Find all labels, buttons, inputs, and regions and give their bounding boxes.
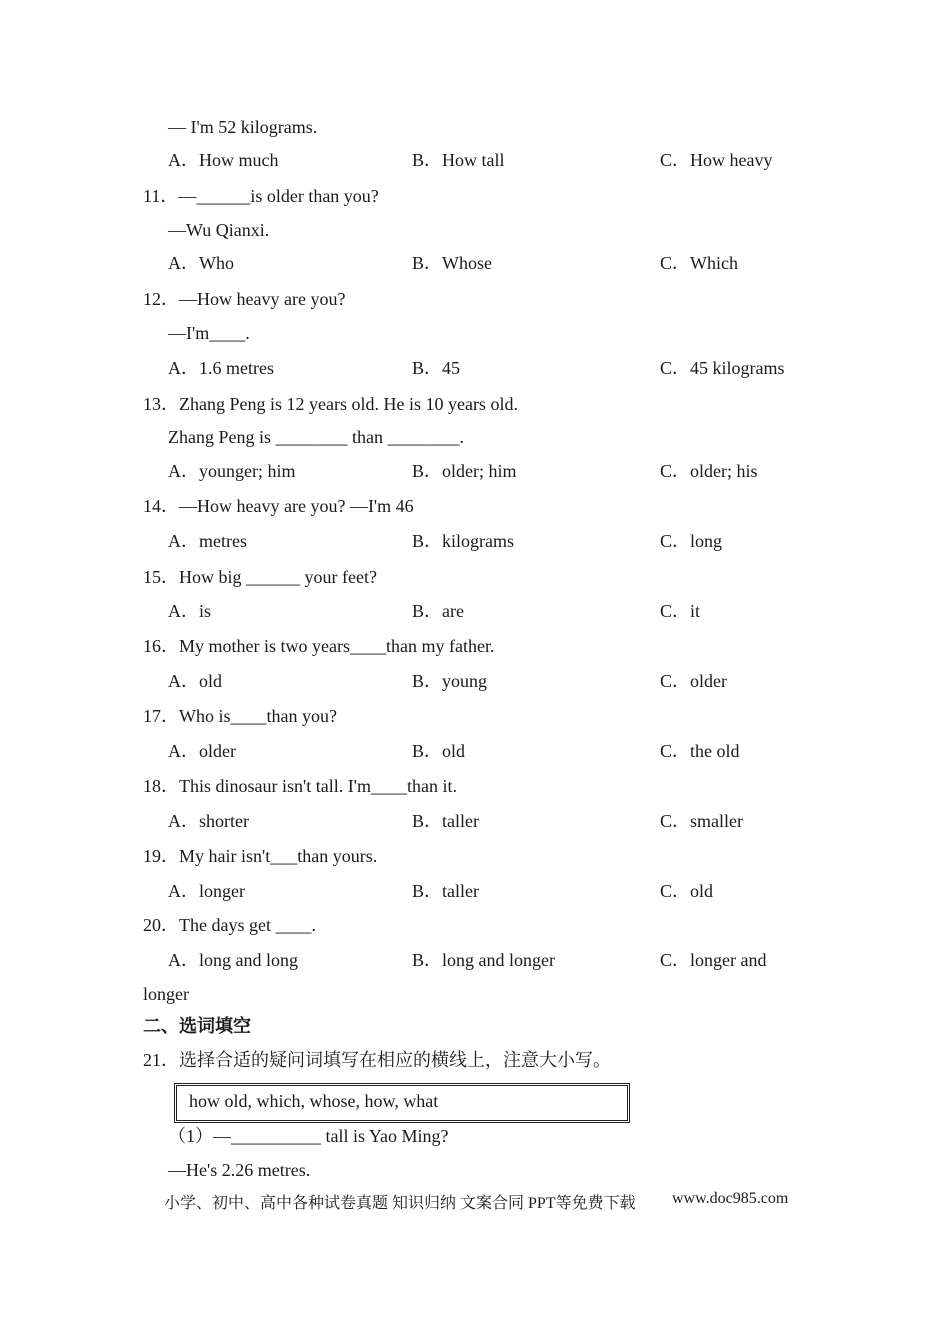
- q21-sub1: （1）—__________ tall is Yao Ming?: [168, 1126, 449, 1146]
- q11-option-c: C．Which: [660, 253, 738, 273]
- q19-option-c: C．old: [660, 881, 714, 901]
- q12-option-b: B．45: [412, 358, 461, 378]
- q12-option-c: C．45 kilograms: [660, 358, 785, 378]
- q11-option-b: B．Whose: [412, 253, 492, 273]
- q14-stem: 14．—How heavy are you? —I'm 46: [143, 496, 414, 516]
- q11-option-a: A．Who: [168, 253, 234, 273]
- section-title: 二、选词填空: [143, 1016, 251, 1037]
- q13-sub-sentence: Zhang Peng is ________ than ________.: [168, 427, 464, 447]
- q18-option-a: A．shorter: [168, 811, 249, 831]
- q18-stem: 18．This dinosaur isn't tall. I'm____than it.: [143, 776, 457, 796]
- q18-option-c: C．smaller: [660, 811, 743, 831]
- q13-option-b: B．older; him: [412, 461, 517, 481]
- q16-option-c: C．older: [660, 671, 727, 691]
- q12-stem: 12．—How heavy are you?: [143, 289, 346, 309]
- q10-option-c: C．How heavy: [660, 150, 773, 170]
- q17-option-a: A．older: [168, 741, 236, 761]
- q14-option-b: B．kilograms: [412, 531, 514, 551]
- q15-stem: 15．How big ______ your feet?: [143, 567, 377, 587]
- q13-stem: 13．Zhang Peng is 12 years old. He is 10 years old.: [143, 394, 518, 414]
- q18-option-b: B．taller: [412, 811, 479, 831]
- q19-option-a: A．longer: [168, 881, 245, 901]
- q16-option-a: A．old: [168, 671, 222, 691]
- q10-option-b: B．How tall: [412, 150, 505, 170]
- q12-option-a: A．1.6 metres: [168, 358, 274, 378]
- q20-option-c: C．longer and: [660, 950, 767, 970]
- footer-url[interactable]: www.doc985.com: [672, 1190, 789, 1207]
- q20-stem: 20．The days get ____.: [143, 915, 316, 935]
- q12-answer-line: —I'm____.: [168, 323, 250, 343]
- q15-option-b: B．are: [412, 601, 464, 621]
- q17-stem: 17．Who is____than you?: [143, 706, 337, 726]
- q13-option-c: C．older; his: [660, 461, 758, 481]
- q15-option-a: A．is: [168, 601, 212, 621]
- q20-option-a: A．long and long: [168, 950, 298, 970]
- footer-text: 小学、初中、高中各种试卷真题 知识归纳 文案合同 PPT等免费下载: [164, 1195, 636, 1212]
- q19-option-b: B．taller: [412, 881, 479, 901]
- word-box: [174, 1083, 630, 1123]
- q14-option-c: C．long: [660, 531, 723, 551]
- q17-option-c: C．the old: [660, 741, 740, 761]
- q13-option-a: A．younger; him: [168, 461, 296, 481]
- q11-stem: 11．—______is older than you?: [143, 186, 379, 206]
- q21-stem: 21．选择合适的疑问词填写在相应的横线上，注意大小写。: [143, 1050, 611, 1070]
- q19-stem: 19．My hair isn't___than yours.: [143, 846, 378, 866]
- q17-option-b: B．old: [412, 741, 466, 761]
- q20-option-b: B．long and longer: [412, 950, 555, 970]
- q10-answer-line: — I'm 52 kilograms.: [168, 117, 318, 137]
- q15-option-c: C．it: [660, 601, 701, 621]
- q14-option-a: A．metres: [168, 531, 247, 551]
- q21-sub1-answer: —He's 2.26 metres.: [168, 1160, 311, 1180]
- q11-answer-line: —Wu Qianxi.: [168, 220, 270, 240]
- q16-option-b: B．young: [412, 671, 488, 691]
- q16-stem: 16．My mother is two years____than my father.: [143, 636, 495, 656]
- word-box-text: how old, which, whose, how, what: [189, 1091, 439, 1111]
- q20-option-c-wrap: longer: [143, 984, 189, 1004]
- q10-option-a: A．How much: [168, 150, 279, 170]
